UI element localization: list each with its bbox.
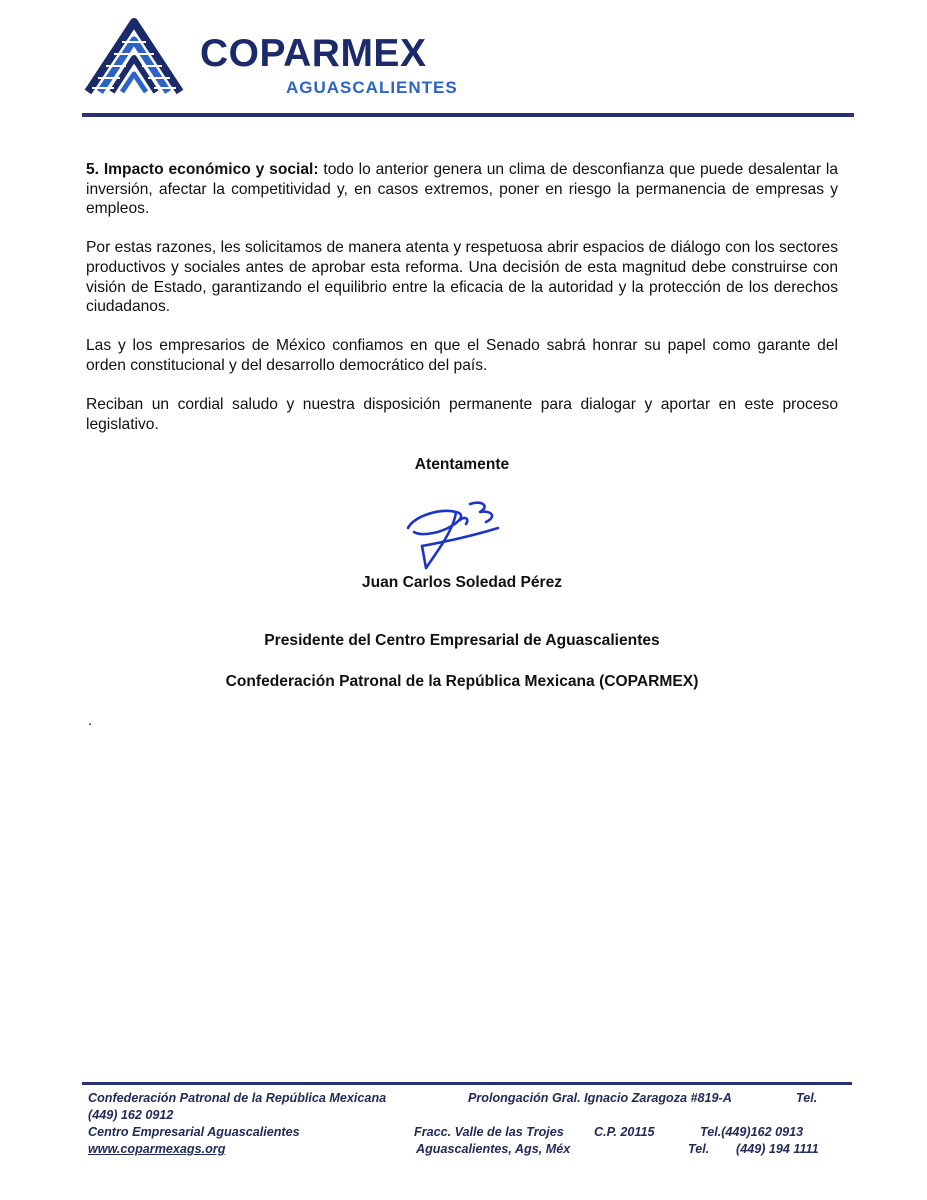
footer-postal-code: C.P. 20115 [594, 1125, 655, 1139]
footer-tel-label-1: Tel. [796, 1091, 818, 1105]
signer-title: Presidente del Centro Empresarial de Aguascalientes [264, 632, 660, 649]
paragraph-request: Por estas razones, les solicitamos de manera atenta y respetuosa abrir espacios de diálogo con los sectores productivos y sociales antes de aprobar esta reforma. Una decisión de esta magnitud debe construirse con visión de Estado, garantizando el equilibrio entre la eficacia de la autoridad y la protección de los derechos ciudadanos. [86, 239, 838, 316]
closing: Atentamente [414, 456, 510, 473]
footer-address-1: Prolongación Gral. Ignacio Zaragoza #819-A [468, 1091, 732, 1105]
footer-city: Aguascalientes, Ags, Méx [416, 1142, 571, 1156]
footer-phone-3: (449) 194 1111 [736, 1142, 819, 1156]
brand-subtitle: AGUASCALIENTES [286, 78, 458, 97]
stray-dot: . [88, 712, 93, 729]
point-5-label: 5. Impacto económico y social: [86, 161, 319, 178]
footer-org-name: Confederación Patronal de la República Mexicana [88, 1091, 387, 1105]
footer-website-link[interactable]: www.coparmexags.org [88, 1142, 226, 1156]
footer-tel-label-3: Tel. [688, 1142, 710, 1156]
footer-phone-2: Tel.(449)162 0913 [700, 1125, 804, 1139]
organization-name: Confederación Patronal de la República Mexicana (COPARMEX) [225, 673, 699, 690]
signer-name: Juan Carlos Soledad Pérez [361, 574, 563, 591]
point-5-text: todo lo anterior genera un clima de desconfianza que puede desalentar la inversión, afectar la competitividad y, en casos extremos, poner en riesgo la permanencia de empresas y empleos. [86, 161, 838, 218]
footer-address-2: Fracc. Valle de las Trojes [414, 1125, 564, 1139]
footer-center-name: Centro Empresarial Aguascalientes [88, 1125, 300, 1139]
footer-phone-1: (449) 162 0912 [88, 1108, 174, 1122]
header-divider [82, 113, 854, 117]
handwritten-signature [400, 498, 510, 578]
paragraph-point-5 [86, 160, 838, 219]
coparmex-triangle-logo-icon [84, 18, 184, 98]
brand-name: COPARMEX [200, 32, 427, 75]
footer-divider [82, 1082, 852, 1085]
letter-body [86, 160, 838, 454]
paragraph-confidence: Las y los empresarios de México confiamos en que el Senado sabrá honrar su papel como garante del orden constitucional y del desarrollo democrático del país. [86, 337, 838, 374]
paragraph-greeting: Reciban un cordial saludo y nuestra disposición permanente para dialogar y aportar en este proceso legislativo. [86, 396, 838, 433]
